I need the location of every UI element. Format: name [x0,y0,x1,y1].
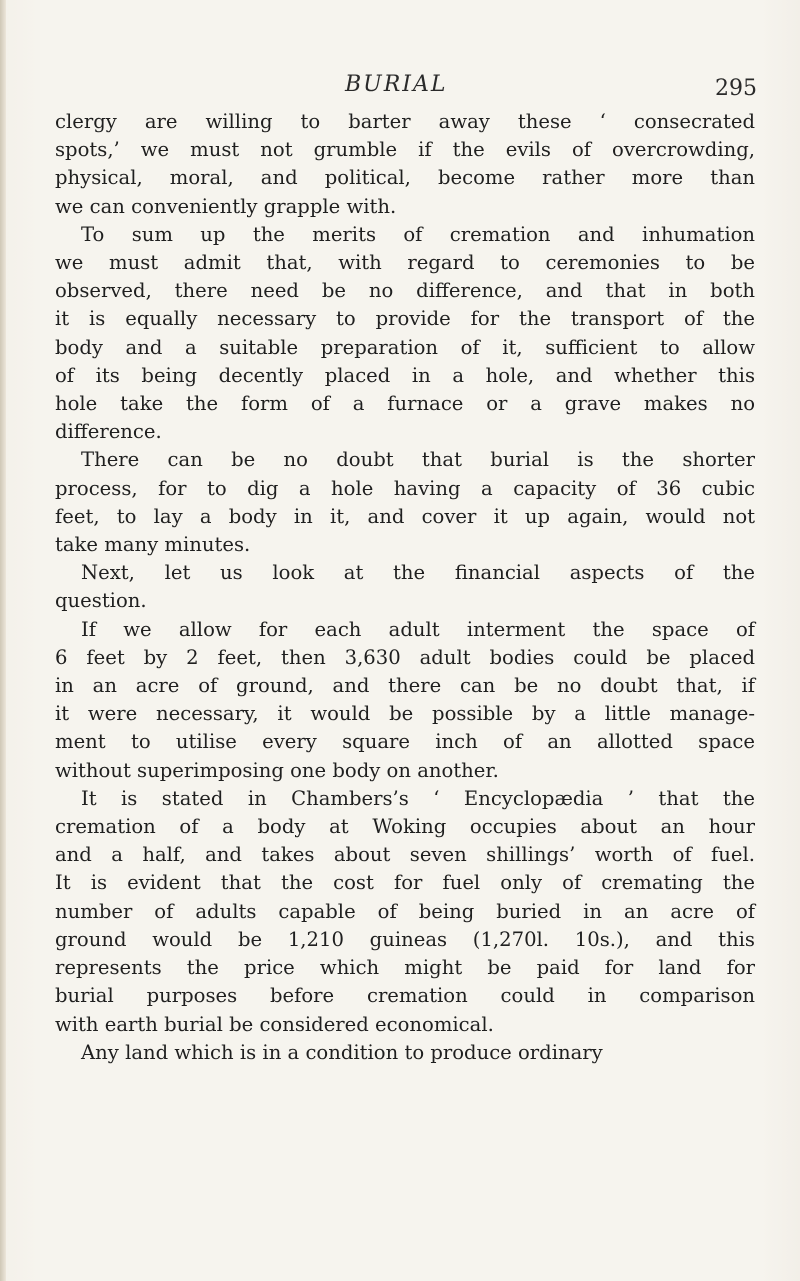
text-line: and a half, and takes about seven shillings’ worth of fuel. [55,843,755,867]
text-line: physical, moral, and political, become rather more than [55,166,755,190]
text-line: ment to utilise every square inch of an allotted space [55,730,755,754]
running-title: BURIAL [345,72,448,97]
text-line: burial purposes before cremation could in comparison [55,984,755,1008]
paragraph [55,221,755,447]
text-line: represents the price which might be paid for land for [55,956,755,980]
text-line: hole take the form of a furnace or a grave makes no [55,392,755,416]
text-line: It is evident that the cost for fuel only of cremating the [55,871,755,895]
text-line: process, for to dig a hole having a capacity of 36 cubic [55,476,755,500]
text-line: question. [55,589,147,613]
text-line: in an acre of ground, and there can be no doubt that, if [55,674,755,698]
paragraph [55,559,755,615]
text-line: cremation of a body at Woking occupies about an hour [55,815,755,839]
text-line: it is equally necessary to provide for the transport of the [55,307,755,331]
text-line: Next, let us look at the financial aspects of the [81,561,755,585]
text-line: difference. [55,420,162,444]
text-line: There can be no doubt that burial is the shorter [81,448,755,472]
paragraph [55,446,755,559]
text-line: with earth burial be considered economical. [55,1012,494,1036]
paragraph [55,785,755,1039]
text-line: body and a suitable preparation of it, sufficient to allow [55,335,755,359]
text-line: It is stated in Chambers’s ‘ Encyclopædia ’ that the [81,786,755,810]
text-line: 6 feet by 2 feet, then 3,630 adult bodies could be placed [55,645,755,669]
text-line: it were necessary, it would be possible by a little manage- [55,702,755,726]
paragraph [55,616,755,785]
text-line: If we allow for each adult interment the space of [81,617,755,641]
text-line: To sum up the merits of cremation and inhumation [81,222,755,246]
page-spine-edge [0,0,6,1281]
page-number: 295 [715,76,757,101]
text-line: we can conveniently grapple with. [55,194,397,218]
text-line: feet, to lay a body in it, and cover it up again, would not [55,504,755,528]
text-line: observed, there need be no difference, and that in both [55,279,755,303]
text-line: take many minutes. [55,533,251,557]
text-line: spots,’ we must not grumble if the evils of overcrowding, [55,138,755,162]
text-line: Any land which is in a condition to produce ordinary [81,1040,603,1064]
paragraph [55,108,755,221]
body-text [55,108,755,1067]
text-line: clergy are willing to barter away these ‘ consecrated [55,110,755,133]
text-line: of its being decently placed in a hole, and whether this [55,363,755,387]
paragraph [55,1039,755,1067]
text-line: we must admit that, with regard to ceremonies to be [55,251,755,275]
text-line: ground would be 1,210 guineas (1,270l. 10s.), and this [55,927,755,951]
text-line: number of adults capable of being buried in an acre of [55,899,755,923]
text-line: without superimposing one body on another. [55,758,499,782]
